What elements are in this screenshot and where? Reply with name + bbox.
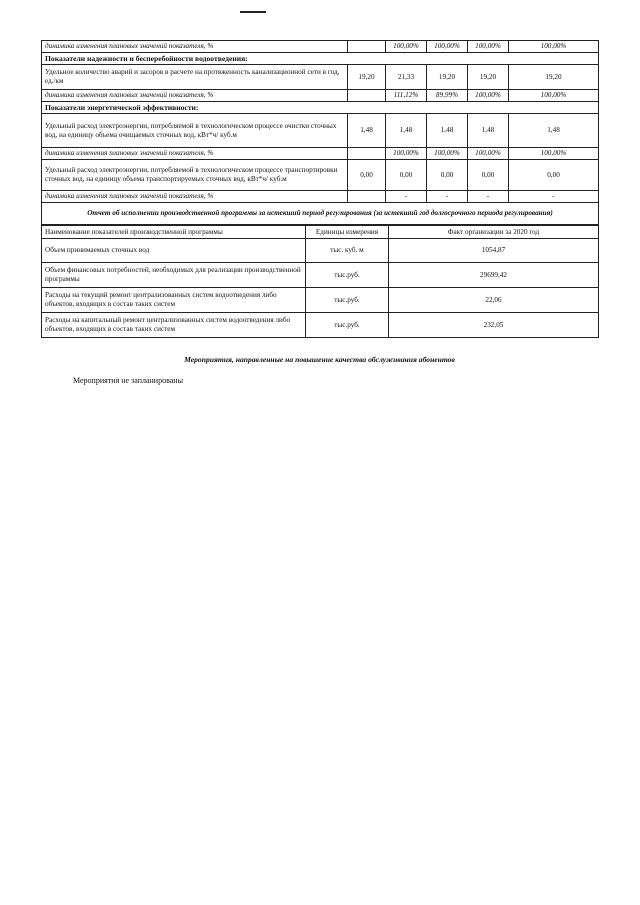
table-row	[42, 263, 599, 288]
row-unit: тыс.руб.	[306, 313, 389, 338]
section-row	[42, 102, 599, 114]
table-row: динамика изменения плановых значений показателя, % 100,00% 100,00% 100,00% 100,00%	[42, 148, 599, 160]
report-caption: Отчет об исполнении производственной программы за истекший период регулирования (за истекший год долгосрочного периода регулирования)	[42, 203, 599, 225]
row-name: Расходы на капитальный ремонт централизованных систем водоотведения либо объектов, входящих в состав таких систем	[42, 313, 306, 338]
row-unit: тыс.руб.	[306, 263, 389, 288]
row-unit: тыс.руб.	[306, 288, 389, 313]
section-row	[42, 53, 599, 65]
dynamics-label: динамика изменения плановых значений показателя, %	[42, 90, 348, 102]
table-row	[42, 288, 599, 313]
dynamics-label: динамика изменения плановых значений показателя, %	[42, 148, 348, 160]
row-name: Расходы на текущий ремонт централизованных систем водоотведения либо объектов, входящих в состав таких систем	[42, 288, 306, 313]
accidents-label: Удельное количество аварий и засоров в расчете на протяженность канализационной сети в год, ед./км	[42, 65, 348, 90]
row-value: 1054,87	[389, 239, 599, 263]
section-energy: Показатели энергетической эффективности:	[42, 102, 599, 114]
energy-transport-label: Удельный расход электроэнергии, потребляемой в технологическом процессе транспортировки сточных вод, на единицу объема транспортируемых сточных вод, кВт*ч/ куб.м	[42, 160, 348, 191]
table-header-row	[42, 226, 599, 239]
table-row	[42, 313, 599, 338]
table-row: Удельное количество аварий и засоров в расчете на протяженность канализационной сети в год, ед./км 19,20 21,33 19,20 19,20 19,20	[42, 65, 599, 90]
report-table	[41, 225, 599, 338]
column-header: Факт организации за 2020 год	[389, 226, 599, 239]
section-reliability: Показатели надежности и бесперебойности водоотведения:	[42, 53, 599, 65]
top-mark	[240, 11, 266, 13]
table-row: динамика изменения плановых значений показателя, % - - - -	[42, 191, 599, 203]
table-row	[42, 239, 599, 263]
indicators-table	[41, 40, 599, 225]
table-row: Удельный расход электроэнергии, потребляемой в технологическом процессе транспортировки сточных вод, на единицу объема транспортируемых сточных вод, кВт*ч/ куб.м 0,00 0,00 0,00 0,00 0,00	[42, 160, 599, 191]
document-page	[41, 40, 598, 338]
table-row: динамика изменения плановых значений показателя, % 100,00% 100,00% 100,00% 100,00%	[42, 41, 599, 53]
row-value: 22,06	[389, 288, 599, 313]
table-row: динамика изменения плановых значений показателя, % 111,12% 89,99% 100,00% 100,00%	[42, 90, 599, 102]
row-name: Объем принимаемых сточных вод	[42, 239, 306, 263]
row-value: 232,05	[389, 313, 599, 338]
column-header: Единицы измерения	[306, 226, 389, 239]
row-value: 29699,42	[389, 263, 599, 288]
measures-text: Мероприятия не запланированы	[73, 376, 183, 385]
caption-row	[42, 203, 599, 225]
row-unit: тыс. куб. м	[306, 239, 389, 263]
dynamics-label: динамика изменения плановых значений показателя, %	[42, 191, 348, 203]
energy-treatment-label: Удельный расход электроэнергии, потребляемой в технологическом процессе очистки сточных вод, на единицу объема очищаемых сточных вод, кВт*ч/ куб.м	[42, 114, 348, 148]
column-header: Наименование показателей производственной программы	[42, 226, 306, 239]
measures-caption: Мероприятия, направленные на повышение качества обслуживания абонентов	[184, 355, 455, 364]
table-row: Удельный расход электроэнергии, потребляемой в технологическом процессе очистки сточных вод, на единицу объема очищаемых сточных вод, кВт*ч/ куб.м 1,48 1,48 1,48 1,48 1,48	[42, 114, 599, 148]
dynamics-label: динамика изменения плановых значений показателя, %	[42, 41, 348, 53]
row-name: Объем финансовых потребностей, необходимых для реализации производственной программы	[42, 263, 306, 288]
